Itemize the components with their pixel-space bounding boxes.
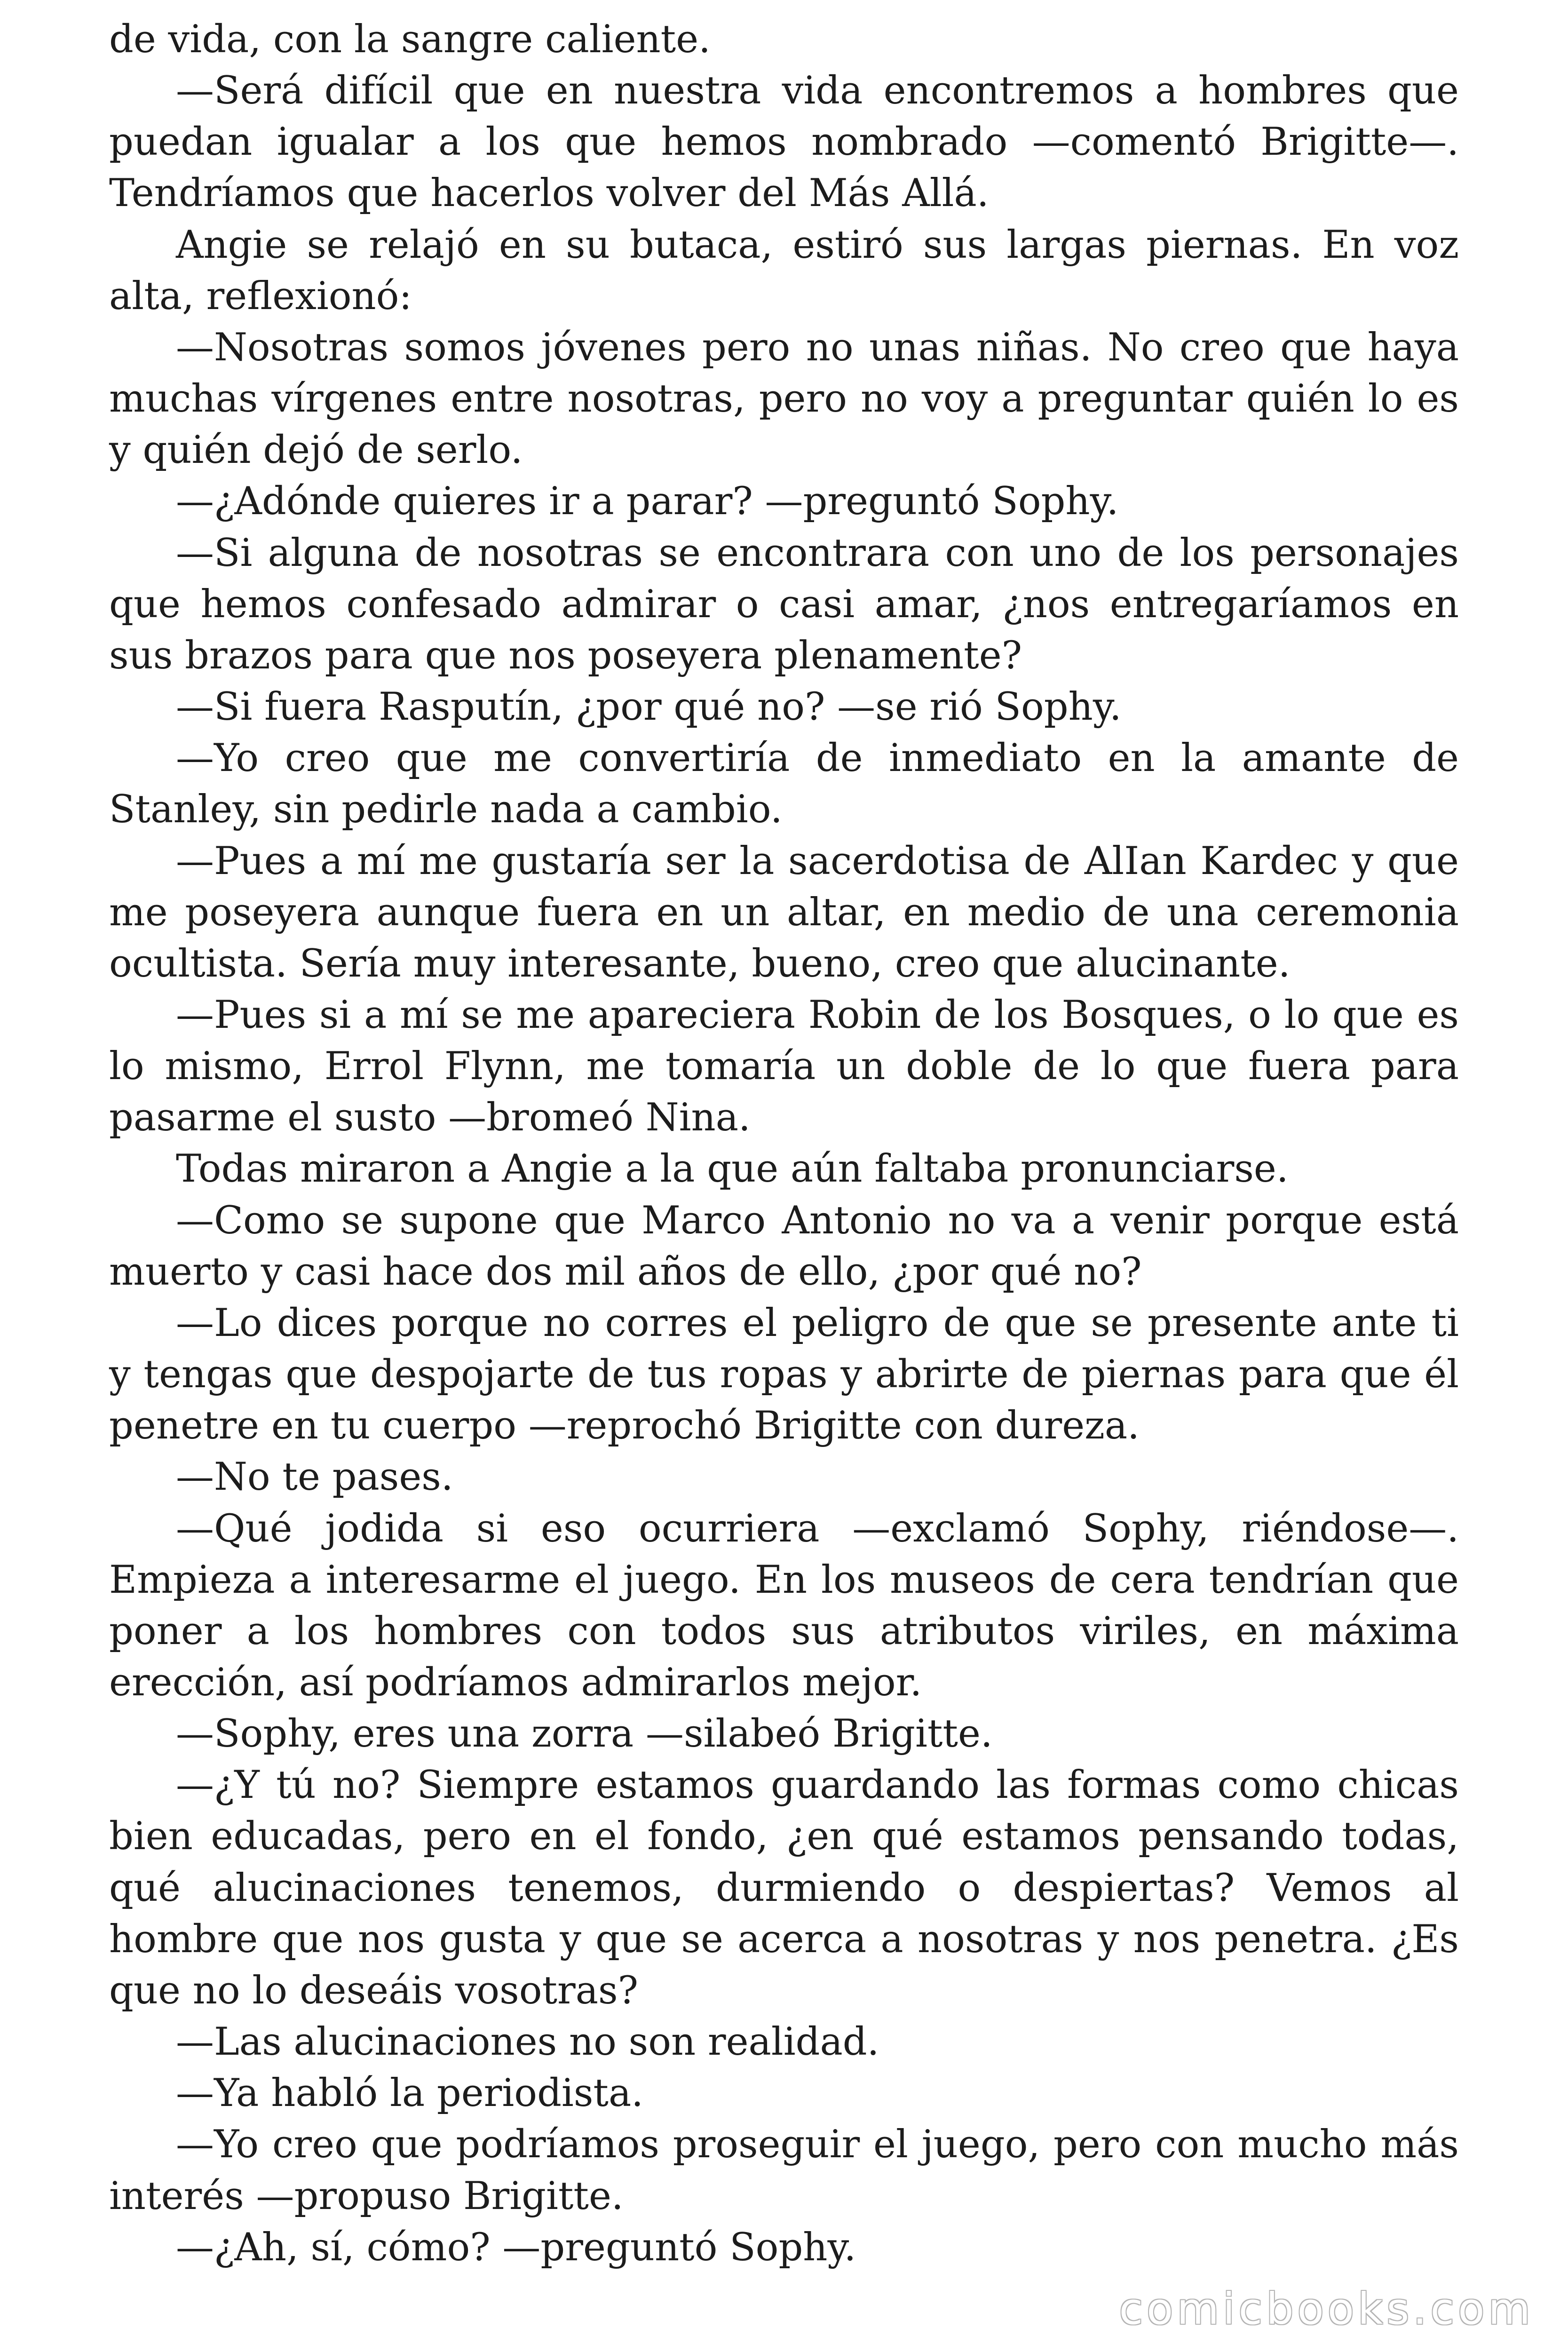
paragraph: —Como se supone que Marco Antonio no va a venir porque está muerto y casi hace dos mil años de ello, ¿por qué no? bbox=[109, 1198, 1459, 1294]
watermark: comicbooks.com bbox=[1119, 2284, 1534, 2334]
paragraph: Angie se relajó en su butaca, estiró sus largas piernas. En voz alta, reflexionó: bbox=[109, 222, 1459, 318]
paragraph: —Pues si a mí se me apareciera Robin de los Bosques, o lo que es lo mismo, Errol Flynn, me tomaría un doble de lo que fuera para pasarme el susto —bromeó Nina. bbox=[109, 993, 1459, 1140]
paragraph: de vida, con la sangre caliente. bbox=[109, 17, 711, 62]
paragraph: —Yo creo que me convertiría de inmediato en la amante de Stanley, sin pedirle nada a cambio. bbox=[109, 736, 1459, 832]
paragraph: —No te pases. bbox=[176, 1455, 453, 1500]
paragraph: —Yo creo que podríamos proseguir el juego, pero con mucho más interés —propuso Brigitte. bbox=[109, 2122, 1459, 2218]
paragraph: —Será difícil que en nuestra vida encontremos a hombres que puedan igualar a los que hemos nombrado —comentó Brigitte—. Tendríamos que hacerlos volver del Más Allá. bbox=[109, 69, 1459, 216]
paragraph: —Si alguna de nosotras se encontrara con uno de los personajes que hemos confesado admirar o casi amar, ¿nos entregaríamos en sus brazos para que nos poseyera plenamente? bbox=[109, 531, 1459, 678]
paragraph: —Sophy, eres una zorra —silabeó Brigitte. bbox=[176, 1712, 993, 1756]
paragraph: —¿Ah, sí, cómo? —preguntó Sophy. bbox=[176, 2225, 856, 2270]
paragraph: —Nosotras somos jóvenes pero no unas niñas. No creo que haya muchas vírgenes entre nosotras, pero no voy a preguntar quién lo es y quién dejó de serlo. bbox=[109, 325, 1459, 473]
body-text bbox=[109, 14, 1459, 2273]
paragraph: —Las alucinaciones no son realidad. bbox=[176, 2020, 879, 2065]
paragraph: —Lo dices porque no corres el peligro de que se presente ante ti y tengas que despojarte de tus ropas y abrirte de piernas para que él penetre en tu cuerpo —reprochó Brigitte con dureza. bbox=[109, 1301, 1459, 1448]
paragraph: —¿Y tú no? Siempre estamos guardando las formas como chicas bien educadas, pero en el fondo, ¿en qué estamos pensando todas, qué alucinaciones tenemos, durmiendo o despiertas? Vemos al hombre que nos gusta y que se acerca a nosotras y nos penetra. ¿Es que no lo deseáis vosotras? bbox=[109, 1763, 1459, 2013]
paragraph: —¿Adónde quieres ir a parar? —preguntó Sophy. bbox=[176, 479, 1119, 524]
paragraph: Todas miraron a Angie a la que aún faltaba pronunciarse. bbox=[176, 1147, 1289, 1192]
paragraph: —Ya habló la periodista. bbox=[176, 2071, 643, 2116]
paragraph: —Qué jodida si eso ocurriera —exclamó Sophy, riéndose—. Empieza a interesarme el juego. En los museos de cera tendrían que poner a los hombres con todos sus atributos viriles, en máxima erección, así podríamos admirarlos mejor. bbox=[109, 1506, 1459, 1705]
paragraph: —Pues a mí me gustaría ser la sacerdotisa de AlIan Kardec y que me poseyera aunque fuera en un altar, en medio de una ceremonia ocultista. Sería muy interesante, bueno, creo que alucinante. bbox=[109, 839, 1459, 986]
paragraph: —Si fuera Rasputín, ¿por qué no? —se rió Sophy. bbox=[176, 685, 1122, 730]
